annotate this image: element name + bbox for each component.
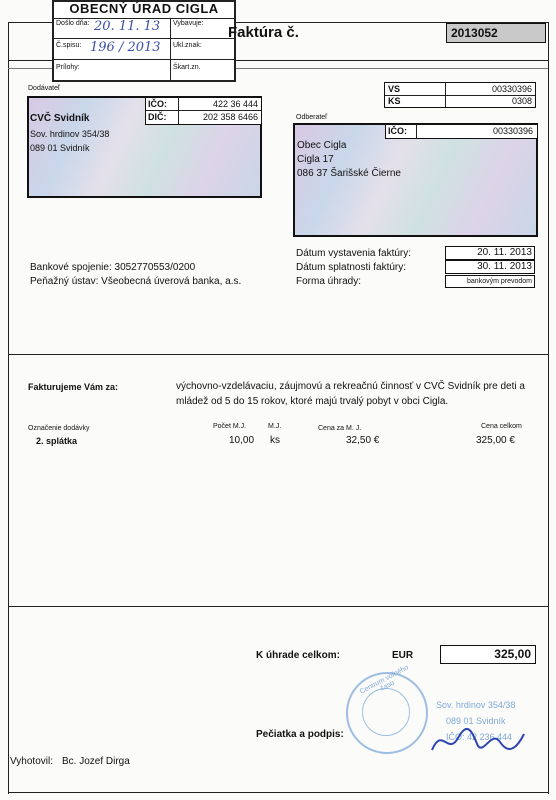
col-unit: M.J.	[268, 423, 282, 430]
registry-office: OBECNÝ ÚRAD CIGLA	[69, 1, 219, 16]
customer-name: Obec Cigla	[297, 140, 347, 151]
bank-connection: Bankové spojenie: 3052770553/0200	[30, 262, 196, 273]
symbols-box	[384, 82, 536, 108]
ks-label: KS	[388, 96, 401, 106]
dosle-label: Došlo dňa:	[56, 20, 90, 27]
payment-label: Forma úhrady:	[296, 276, 362, 287]
supplier-ico: 422 36 444	[212, 99, 258, 109]
cislo-value: 196 / 2013	[90, 40, 161, 55]
total-label: K úhrade celkom:	[256, 650, 340, 661]
prilohy-label: Prílohy:	[56, 64, 80, 71]
stamp-ring-text: Centrum voľného času	[358, 664, 410, 696]
ulozne-label: Ukl.znak:	[173, 42, 202, 49]
registry-stamp	[52, 0, 236, 82]
supplier-label: Dodávateľ	[28, 85, 61, 92]
invoice-description-1: výchovno-vzdelávaciu, záujmovú a rekreačnú činnosť v CVČ Svidník pre deti a	[176, 381, 525, 392]
customer-label: Odberateľ	[296, 114, 328, 121]
due-date: 30. 11. 2013	[445, 260, 535, 274]
col-item: Označenie dodávky	[28, 425, 90, 432]
supplier-dic-label: DIČ:	[148, 112, 167, 122]
invoice-number: 2013052	[451, 26, 498, 40]
stamp-line-1: Sov. hrdinov 354/38	[436, 700, 516, 710]
invoice-description-2: mládež od 5 do 15 rokov, ktoré majú trvalý pobyt v obci Cigla.	[176, 396, 449, 407]
total-amount: 325,00	[440, 645, 536, 664]
vs-label: VS	[388, 84, 401, 94]
frame-left	[8, 22, 9, 794]
customer-street: Cigla 17	[297, 154, 334, 165]
col-qty: Počet M.J.	[213, 423, 247, 430]
col-price: Cena za M. J.	[318, 425, 362, 432]
item-name: 2. splátka	[36, 436, 78, 446]
vs-value: 00330396	[491, 84, 532, 94]
payment-method: bankovým prevodom	[445, 275, 535, 288]
invoice-number-box	[446, 23, 546, 43]
supplier-name: CVČ Svidník	[30, 113, 90, 124]
dosle-value: 20. 11. 13	[94, 19, 161, 34]
skart-label: Škart.zn.	[173, 64, 201, 71]
supplier-dic: 202 358 6466	[202, 112, 258, 122]
frame-bottom	[8, 792, 548, 793]
item-price: 32,50 €	[346, 435, 380, 446]
ks-value: 0308	[511, 96, 532, 106]
stamp-line-2: 089 01 Svidník	[446, 716, 506, 726]
invoice-intro-label: Fakturujeme Vám za:	[28, 382, 119, 392]
item-qty: 10,00	[229, 435, 255, 446]
divider-mid	[8, 354, 548, 355]
due-date-label: Dátum splatnosti faktúry:	[296, 262, 407, 273]
invoice-title: Faktúra č.	[228, 24, 299, 41]
bank-institution: Peňažný ústav: Všeobecná úverová banka, a.s.	[30, 276, 242, 287]
supplier-street: Sov. hrdinov 354/38	[30, 129, 110, 139]
frame-right	[548, 22, 549, 794]
col-total: Cena celkom	[481, 423, 522, 430]
vybavuje-label: Vybavuje:	[173, 20, 204, 27]
signature-scribble-icon	[428, 720, 528, 760]
item-total: 325,00 €	[476, 435, 515, 446]
divider-lower	[8, 606, 548, 607]
customer-city: 086 37 Šarišské Čierne	[297, 168, 401, 179]
author-label: Vyhotovil:	[10, 756, 53, 767]
signature-label: Pečiatka a podpis:	[256, 729, 344, 740]
total-currency: EUR	[392, 650, 414, 661]
customer-ico-label: IČO:	[388, 126, 407, 136]
author-name: Bc. Jozef Dirga	[62, 756, 130, 767]
customer-ico: 00330396	[492, 126, 533, 136]
supplier-ico-label: IČO:	[148, 99, 167, 109]
supplier-box	[27, 96, 262, 198]
issue-date: 20. 11. 2013	[445, 246, 535, 260]
supplier-city: 089 01 Svidník	[30, 143, 90, 153]
customer-box	[293, 123, 538, 237]
issue-date-label: Dátum vystavenia faktúry:	[296, 248, 412, 259]
stamp-line-3: IČO: 42 236 444	[446, 732, 513, 742]
cislo-label: Č.spisu:	[56, 42, 82, 49]
item-unit: ks	[270, 435, 280, 446]
